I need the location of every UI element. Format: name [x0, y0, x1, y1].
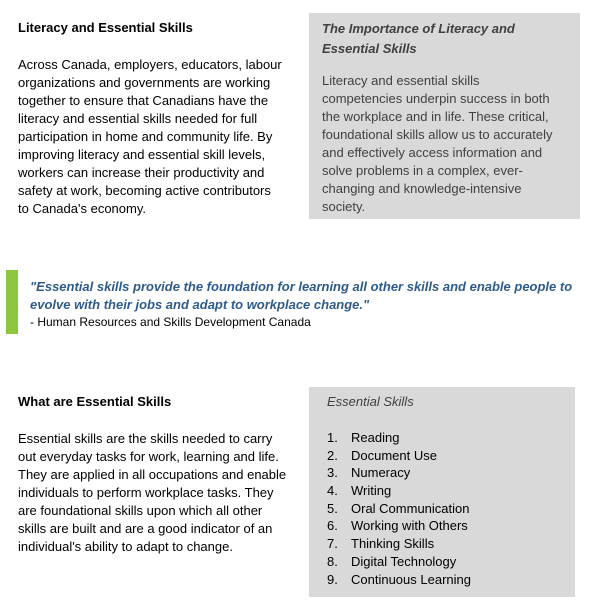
box-title-line: Essential Skills	[322, 41, 417, 56]
paragraph-line: improving literacy and essential skill levels,	[18, 147, 266, 162]
list-item-label: Writing	[351, 483, 392, 499]
quote-accent-bar	[6, 270, 18, 334]
paragraph-line: individuals to perform workplace tasks. They	[18, 485, 274, 500]
list-item-number: 1.	[327, 430, 338, 445]
list-item	[327, 535, 471, 553]
list-item-number: 3.	[327, 465, 338, 481]
list-item-number: 2.	[327, 447, 338, 463]
paragraph-line: participation in home and community life. By	[18, 129, 273, 144]
list-item-number: 6.	[327, 518, 338, 534]
importance-box-text	[322, 72, 553, 216]
importance-box-title	[322, 19, 515, 59]
box-text-line: the workplace and in life. These critical,	[322, 109, 549, 124]
list-item-label: Continuous Learning	[351, 571, 471, 587]
list-item-number: 7.	[327, 536, 338, 552]
list-item-number: 8.	[327, 553, 338, 569]
paragraph-line: together to ensure that Canadians have the	[18, 93, 269, 108]
literacy-paragraph	[18, 56, 282, 218]
box-text-line: foundational skills allow us to accurately	[322, 127, 553, 142]
quote-attribution: - Human Resources and Skills Development Canada	[30, 315, 311, 329]
box-title-line: The Importance of Literacy and	[322, 21, 515, 36]
paragraph-line: Across Canada, employers, educators, labour	[18, 57, 282, 72]
list-item-label: Numeracy	[351, 465, 411, 481]
list-item-number: 5.	[327, 500, 338, 516]
box-text-line: changing and knowledge-intensive	[322, 181, 522, 196]
paragraph-line: Essential skills are the skills needed to carry	[18, 431, 273, 446]
list-item	[327, 517, 471, 535]
list-item	[327, 464, 471, 482]
paragraph-line: to Canada's economy.	[18, 201, 146, 216]
box-text-line: solve problems in a complex, ever-	[322, 163, 523, 178]
list-item	[327, 553, 471, 571]
box-text-line: Literacy and essential skills	[322, 73, 480, 88]
paragraph-line: skills are built and are a good indicator of an	[18, 521, 273, 536]
section-heading-literacy: Literacy and Essential Skills	[18, 20, 193, 35]
paragraph-line: individual's ability to adapt to change.	[18, 539, 233, 554]
list-item-label: Working with Others	[351, 518, 468, 534]
list-item	[327, 482, 471, 500]
quote-text	[30, 278, 572, 314]
list-item	[327, 429, 471, 447]
paragraph-line: literacy and essential skills needed for full	[18, 111, 258, 126]
quote-line: evolve with their jobs and adapt to workplace change."	[30, 297, 370, 312]
paragraph-line: They are applied in all occupations and enable	[18, 467, 287, 482]
list-item	[327, 447, 471, 465]
skills-box-title: Essential Skills	[327, 394, 414, 409]
list-item-label: Document Use	[351, 447, 437, 463]
list-item	[327, 500, 471, 518]
paragraph-line: are foundational skills upon which all other	[18, 503, 263, 518]
quote-line: "Essential skills provide the foundation for learning all other skills and enable people to	[30, 279, 573, 294]
list-item-number: 9.	[327, 571, 338, 587]
list-item-label: Thinking Skills	[351, 536, 435, 552]
box-text-line: competencies underpin success in both	[322, 91, 550, 106]
paragraph-line: workers can increase their productivity and	[18, 165, 265, 180]
box-text-line: society.	[322, 199, 366, 214]
list-item	[327, 571, 471, 589]
section-heading-essential-skills: What are Essential Skills	[18, 394, 172, 409]
essential-skills-paragraph	[18, 430, 286, 556]
paragraph-line: safety at work, becoming active contributors	[18, 183, 271, 198]
list-item-label: Oral Communication	[351, 500, 470, 516]
list-item-number: 4.	[327, 483, 338, 499]
list-item-label: Reading	[351, 430, 400, 445]
paragraph-line: organizations and governments are working	[18, 75, 271, 90]
paragraph-line: out everyday tasks for work, learning and life.	[18, 449, 279, 464]
list-item-label: Digital Technology	[351, 553, 457, 569]
skills-list	[327, 429, 471, 588]
box-text-line: and effectively access information and	[322, 145, 543, 160]
